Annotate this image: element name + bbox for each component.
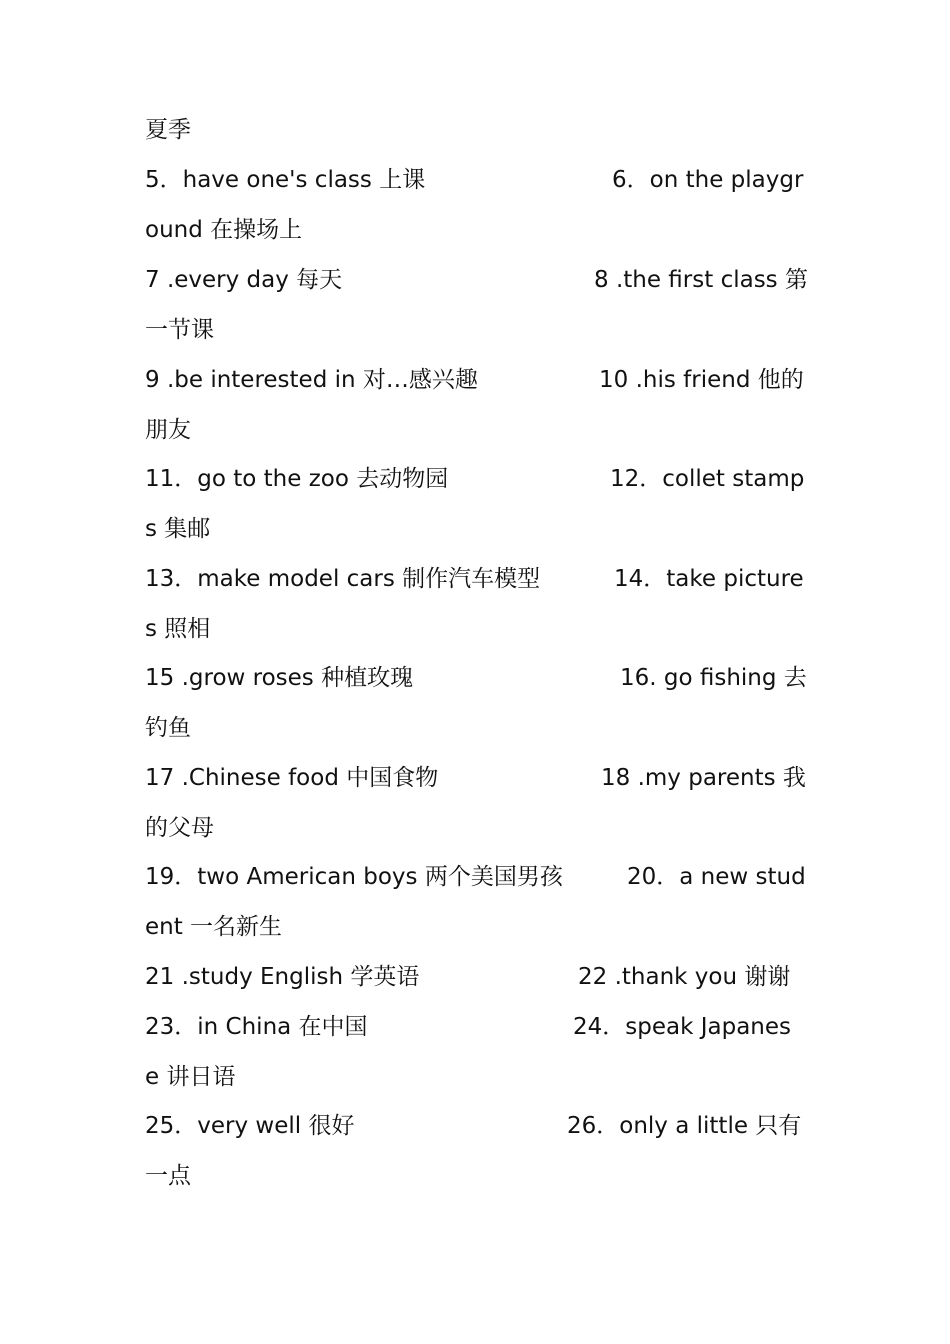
line-5-left: 一节课 — [145, 317, 214, 343]
line-10-left: 13．make model cars 制作汽车模型 — [145, 566, 541, 592]
line-21-right: 26．only a little 只有 — [567, 1113, 802, 1139]
line-8-right: 12．collet stamp — [610, 466, 805, 492]
line-20-left: e 讲日语 — [145, 1064, 236, 1090]
line-7-left: 朋友 — [145, 417, 191, 443]
line-9-left: s 集邮 — [145, 516, 211, 542]
line-21-left: 25．very well 很好 — [145, 1113, 355, 1139]
line-16-left: 19．two American boys 两个美国男孩 — [145, 864, 563, 890]
line-18-left: 21 .study English 学英语 — [145, 964, 420, 990]
line-14-right: 18 .my parents 我 — [601, 765, 806, 791]
line-4-right: 8 .the first class 第 — [594, 267, 808, 293]
line-17-left: ent 一名新生 — [145, 914, 283, 940]
line-2-left: 5．have one's class 上课 — [145, 167, 426, 193]
line-2-right: 6．on the playgr — [612, 167, 804, 193]
line-15-left: 的父母 — [145, 815, 214, 841]
line-10-right: 14．take picture — [614, 566, 804, 592]
line-16-right: 20．a new stud — [627, 864, 806, 890]
line-22-left: 一点 — [145, 1163, 191, 1189]
line-8-left: 11．go to the zoo 去动物园 — [145, 466, 449, 492]
line-12-left: 15 .grow roses 种植玫瑰 — [145, 665, 414, 691]
line-3-left: ound 在操场上 — [145, 217, 303, 243]
line-6-left: 9 .be interested in 对…感兴趣 — [145, 367, 478, 393]
line-14-left: 17 .Chinese food 中国食物 — [145, 765, 439, 791]
line-4-left: 7 .every day 每天 — [145, 267, 343, 293]
line-13-left: 钓鱼 — [145, 715, 191, 741]
line-12-right: 16. go fishing 去 — [620, 665, 807, 691]
line-1-left: 夏季 — [145, 117, 191, 143]
line-11-left: s 照相 — [145, 616, 211, 642]
line-18-right: 22 .thank you 谢谢 — [578, 964, 791, 990]
line-19-right: 24．speak Japanes — [573, 1014, 792, 1040]
line-6-right: 10 .his friend 他的 — [599, 367, 804, 393]
line-19-left: 23．in China 在中国 — [145, 1014, 368, 1040]
